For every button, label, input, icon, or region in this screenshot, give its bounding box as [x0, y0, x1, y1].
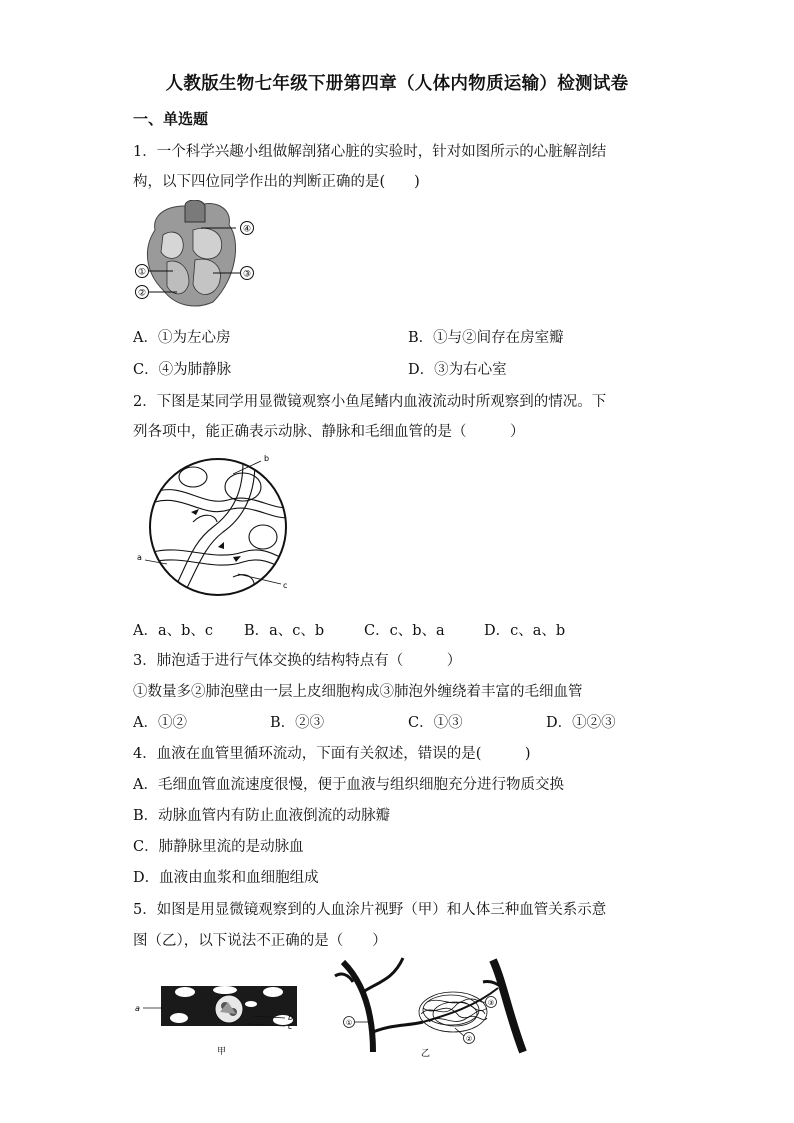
q3-stem-line1: 3．肺泡适于进行气体交换的结构特点有（ ）: [133, 653, 462, 669]
q5-left-label-c: c: [288, 1022, 293, 1031]
q2-stem-line1: 2．下图是某同学用显微镜观察小鱼尾鳍内血液流动时所观察到的情况。下: [133, 394, 607, 410]
q4-option-d[interactable]: D．血液由血浆和血细胞组成: [133, 870, 319, 886]
q1-label-4: ④: [242, 224, 252, 235]
q3-option-d[interactable]: D．①②③: [546, 715, 616, 731]
q5-left-caption: 甲: [217, 1047, 227, 1057]
q2-label-a: a: [137, 553, 142, 562]
q5-left-label-a: a: [135, 1004, 140, 1013]
section-heading: 一、单选题: [133, 110, 209, 128]
q1-stem-line1: 1．一个科学兴趣小组做解剖猪心脏的实验时，针对如图所示的心脏解剖结: [133, 144, 607, 160]
q3-option-a[interactable]: A．①②: [133, 715, 187, 731]
q5-right-label-1: ①: [345, 1019, 353, 1027]
q3-option-c[interactable]: C．①③: [408, 715, 463, 731]
q4-option-a[interactable]: A．毛细血管血流速度很慢，便于血液与组织细胞充分进行物质交换: [133, 777, 564, 793]
q2-option-a[interactable]: A．a、b、c: [133, 623, 214, 639]
q2-option-d[interactable]: D．c、a、b: [484, 623, 566, 639]
q2-label-c: c: [283, 581, 288, 590]
fish-tail-microscope-diagram: [133, 452, 293, 602]
blood-vessels-diagram: [333, 952, 533, 1064]
heart-diagram: [133, 200, 263, 310]
blood-smear-diagram: [133, 982, 333, 1062]
q1-option-d[interactable]: D．③为右心室: [408, 362, 507, 378]
q2-option-c[interactable]: C．c、b、a: [364, 623, 445, 639]
q1-option-c[interactable]: C．④为肺静脉: [133, 362, 232, 378]
q4-option-b[interactable]: B．动脉血管内有防止血液倒流的动脉瓣: [133, 808, 391, 824]
q1-label-1: ①: [137, 267, 147, 278]
q5-right-caption: 乙: [421, 1049, 431, 1059]
q2-option-b[interactable]: B．a、c、b: [244, 623, 325, 639]
q5-left-label-b: b: [288, 1013, 294, 1022]
q4-option-c[interactable]: C．肺静脉里流的是动脉血: [133, 839, 304, 855]
q1-option-a[interactable]: A．①为左心房: [133, 330, 231, 346]
q1-label-2: ②: [137, 288, 147, 299]
q2-stem-line2: 列各项中，能正确表示动脉、静脉和毛细血管的是（ ）: [133, 424, 525, 440]
page-title: 人教版生物七年级下册第四章（人体内物质运输）检测试卷: [165, 74, 629, 94]
q5-stem-line2: 图（乙），以下说法不正确的是（ ）: [133, 933, 387, 949]
q4-stem-line1: 4．血液在血管里循环流动，下面有关叙述，错误的是( ): [133, 746, 531, 762]
q5-stem-line1: 5．如图是用显微镜观察到的人血涂片视野（甲）和人体三种血管关系示意: [133, 902, 607, 918]
q5-right-label-2: ②: [465, 1035, 473, 1043]
q1-option-b[interactable]: B．①与②间存在房室瓣: [408, 330, 564, 346]
q5-right-label-3: ③: [487, 999, 495, 1007]
q1-label-3: ③: [242, 269, 252, 280]
q2-label-b: b: [264, 454, 270, 463]
q3-option-b[interactable]: B．②③: [270, 715, 325, 731]
q3-stem-line2: ①数量多②肺泡壁由一层上皮细胞构成③肺泡外缠绕着丰富的毛细血管: [133, 684, 583, 700]
q1-stem-line2: 构，以下四位同学作出的判断正确的是( ): [133, 174, 420, 190]
